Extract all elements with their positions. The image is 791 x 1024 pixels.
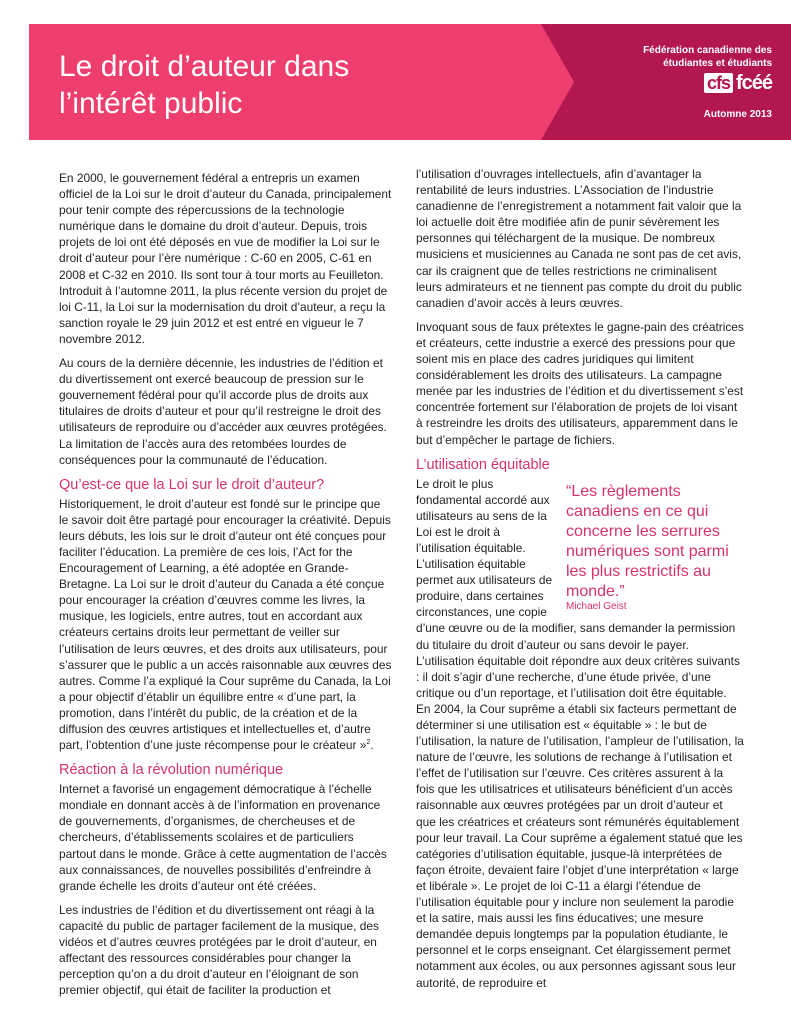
pull-quote-text: “Les règlements canadiens en ce qui concerne les serrures numériques sont parmi les plus restrictifs au monde.”	[566, 482, 729, 600]
organization-name	[552, 44, 772, 70]
cfs-fcee-logo	[704, 73, 772, 93]
paragraph: Internet a favorisé un engagement démocratique à l’échelle mondiale en donnant accès à de l’information en provenance de gouvernements, d’organismes, de chercheuses et de chercheurs, d’établissements scolaires et de particuliers partout dans le monde. Grâce à cette augmentation de l’accès aux connaissances, de nouvelles possibilités d’enfreindre à grande échelle les droits d’auteur ont été créées.	[59, 782, 387, 893]
pull-quote-source: Michael Geist	[566, 600, 627, 612]
section-heading: L’utilisation équitable	[416, 456, 550, 473]
paragraph: l’utilisation d’ouvrages intellectuels, afin d’avantager la rentabilité de leurs industries. L’Association de l’industrie canadienne de l’enregistrement a notamment fait valoir que la loi actuelle doit être modifiée afin de punir sévèrement les personnes qui téléchargent de la musique. De nombreux musiciens et musiciennes au Canada ne sont pas de cet avis, car ils craignent que de telles restrictions ne criminalisent leurs admirateurs et ne tiennent pas compte du droit du public canadien d’avoir accès à leurs œuvres.	[416, 167, 742, 310]
paragraph: Au cours de la dernière décennie, les industries de l’édition et du divertissement ont exercé beaucoup de pression sur le gouvernement fédéral pour qu’il accorde plus de droits aux titulaires de droits d’auteur et pour qu’il restreigne le droit des utilisateurs de reproduire ou d’accéder aux œuvres protégées. La limitation de l’accès aura des retombées lourdes de conséquences pour la communauté de l’éducation.	[59, 356, 387, 467]
paragraph-end: .	[370, 738, 374, 753]
issue-date: Automne 2013	[703, 109, 772, 120]
logo-fcee: fcéé	[735, 72, 772, 94]
section-heading: Réaction à la révolution numérique	[59, 762, 284, 779]
title-line-1: Le droit d’auteur dans	[59, 50, 350, 83]
column-left	[59, 170, 392, 1006]
paragraph: Invoquant sous de faux prétextes le gagne-pain des créatrices et créateurs, cette industrie a exercé des pressions pour que soient mis en place des cadres juridiques qui limitent considérablement les droits des utilisateurs. La campagne menée par les industries de l’édition et du divertissement s’est concentrée fortement sur l’élaboration de projets de loi visant à restreindre les droits des utilisateurs, apparemment dans le but d’empêcher le partage de fichiers.	[416, 319, 744, 447]
paragraph: En 2000, le gouvernement fédéral a entrepris un examen officiel de la Loi sur le droit d’auteur du Canada, principalement pour tenir compte des répercussions de la technologie numérique dans le domaine du droit d’auteur. Depuis, trois projets de loi ont été déposés en vue de modifier la Loi sur le droit d’auteur pour l’ère numérique : C-60 en 2005, C-61 en 2008 et C-32 en 2010. Ils sont tour à tour morts au Feuilleton. Introduit à l’automne 2011, la plus récente version du projet de loi C-11, la Loi sur la modernisation du droit d’auteur, a reçu la sanction royale le 29 juin 2012 et est entré en vigueur le 7 novembre 2012.	[59, 171, 392, 346]
logo-cfs: cfs	[704, 73, 733, 93]
section-heading: Qu’est-ce que la Loi sur le droit d’auteur?	[59, 476, 325, 493]
pull-quote	[566, 482, 744, 613]
paragraph-text: Historiquement, le droit d’auteur est fondé sur le principe que le savoir doit être partagé pour encourager la créativité. Depuis leurs débuts, les lois sur le droit d’auteur ont été conçues pour faciliter l’éducation. La première de ces lois, l’Act for the Encouragement of Learning, a été adoptée en Grande-Bretagne. La Loi sur le droit d’auteur du Canada a été conçue pour encourager la création d’œuvres comme les livres, la musique, les logiciels, entre autres, tout en accordant aux créateurs certains droits leur permettant de veiller sur l’utilisation de leurs œuvres, et des droits aux utilisateurs, pour s’assurer que le public a un accès raisonnable aux œuvres des autres. Comme l’a expliqué la Cour suprême du Canada, la Loi a pour objectif d’établir un équilibre entre « d’une part, la promotion, dans l’intérêt du public, de la création et de la diffusion des œuvres artistiques et intellectuelles et, d’autre part, l’obtention d’une juste récompense pour le créateur »	[59, 496, 392, 753]
paragraph	[416, 476, 744, 991]
paragraph	[59, 496, 392, 754]
page-title	[59, 48, 479, 122]
title-line-2: l’intérêt public	[59, 87, 243, 120]
column-right	[416, 166, 744, 999]
footnote-ref: 2	[366, 739, 371, 747]
paragraph-text: Le droit le plus fondamental accordé aux utilisateurs au sens de la Loi est le droit à l’utilisation équitable. L’utilisation équitable permet aux utilisateurs de produire, dans certaines circonstances, une copie d’une œuvre ou de la modifier, sans demander la permission du titulaire du droit d’auteur ou sans devoir le payer. L’utilisation équitable doit répondre aux deux critères suivants : il doit s’agir d’une recherche, d’une étude privée, d’une critique ou d’un reportage, et l’utilisation doit être équitable. En 2004, la Cour suprême a établi six facteurs permettant de déterminer si une utilisation est « équitable » : le but de l’utilisation, la nature de l’utilisation, l’ampleur de l’utilisation, la nature de l’œuvre, les solutions de rechange à l’utilisation et l’effet de l’utilisation sur l’œuvre. Ces critères assurent à la fois que les utilisatrices et utilisateurs bénéficient d’un accès raisonnable aux œuvres protégées par un droit d’auteur et que les créatrices et créateurs sont rémunérés équitablement pour leur travail. La Cour suprême a également statué que les catégories d’utilisation équitable, jusque-là interprétées de façon étroite, devaient faire l’objet d’une interprétation « large et libérale ». Le projet de loi C-11 a élargi l’étendue de l’utilisation équitable pour y inclure non seulement la parodie et la satire, mais aussi les fins éducatives; une mesure demandée depuis longtemps par la population étudiante, le personnel et le corps enseignant. Cet élargissement permet notamment aux écoles, ou aux personnes agissant sous leur autorité, de reproduire et	[416, 476, 744, 990]
org-line-1: Fédération canadienne des	[643, 45, 772, 56]
paragraph: Les industries de l’édition et du divertissement ont réagi à la capacité du public de partager facilement de la musique, des vidéos et d’autres œuvres protégées par le droit d’auteur, en affectant des ressources considérables pour changer la perception qu’on a du droit d’auteur en l’éloignant de son premier objectif, qui était de faciliter la production et	[59, 902, 379, 998]
org-line-2: étudiantes et étudiants	[663, 58, 772, 69]
